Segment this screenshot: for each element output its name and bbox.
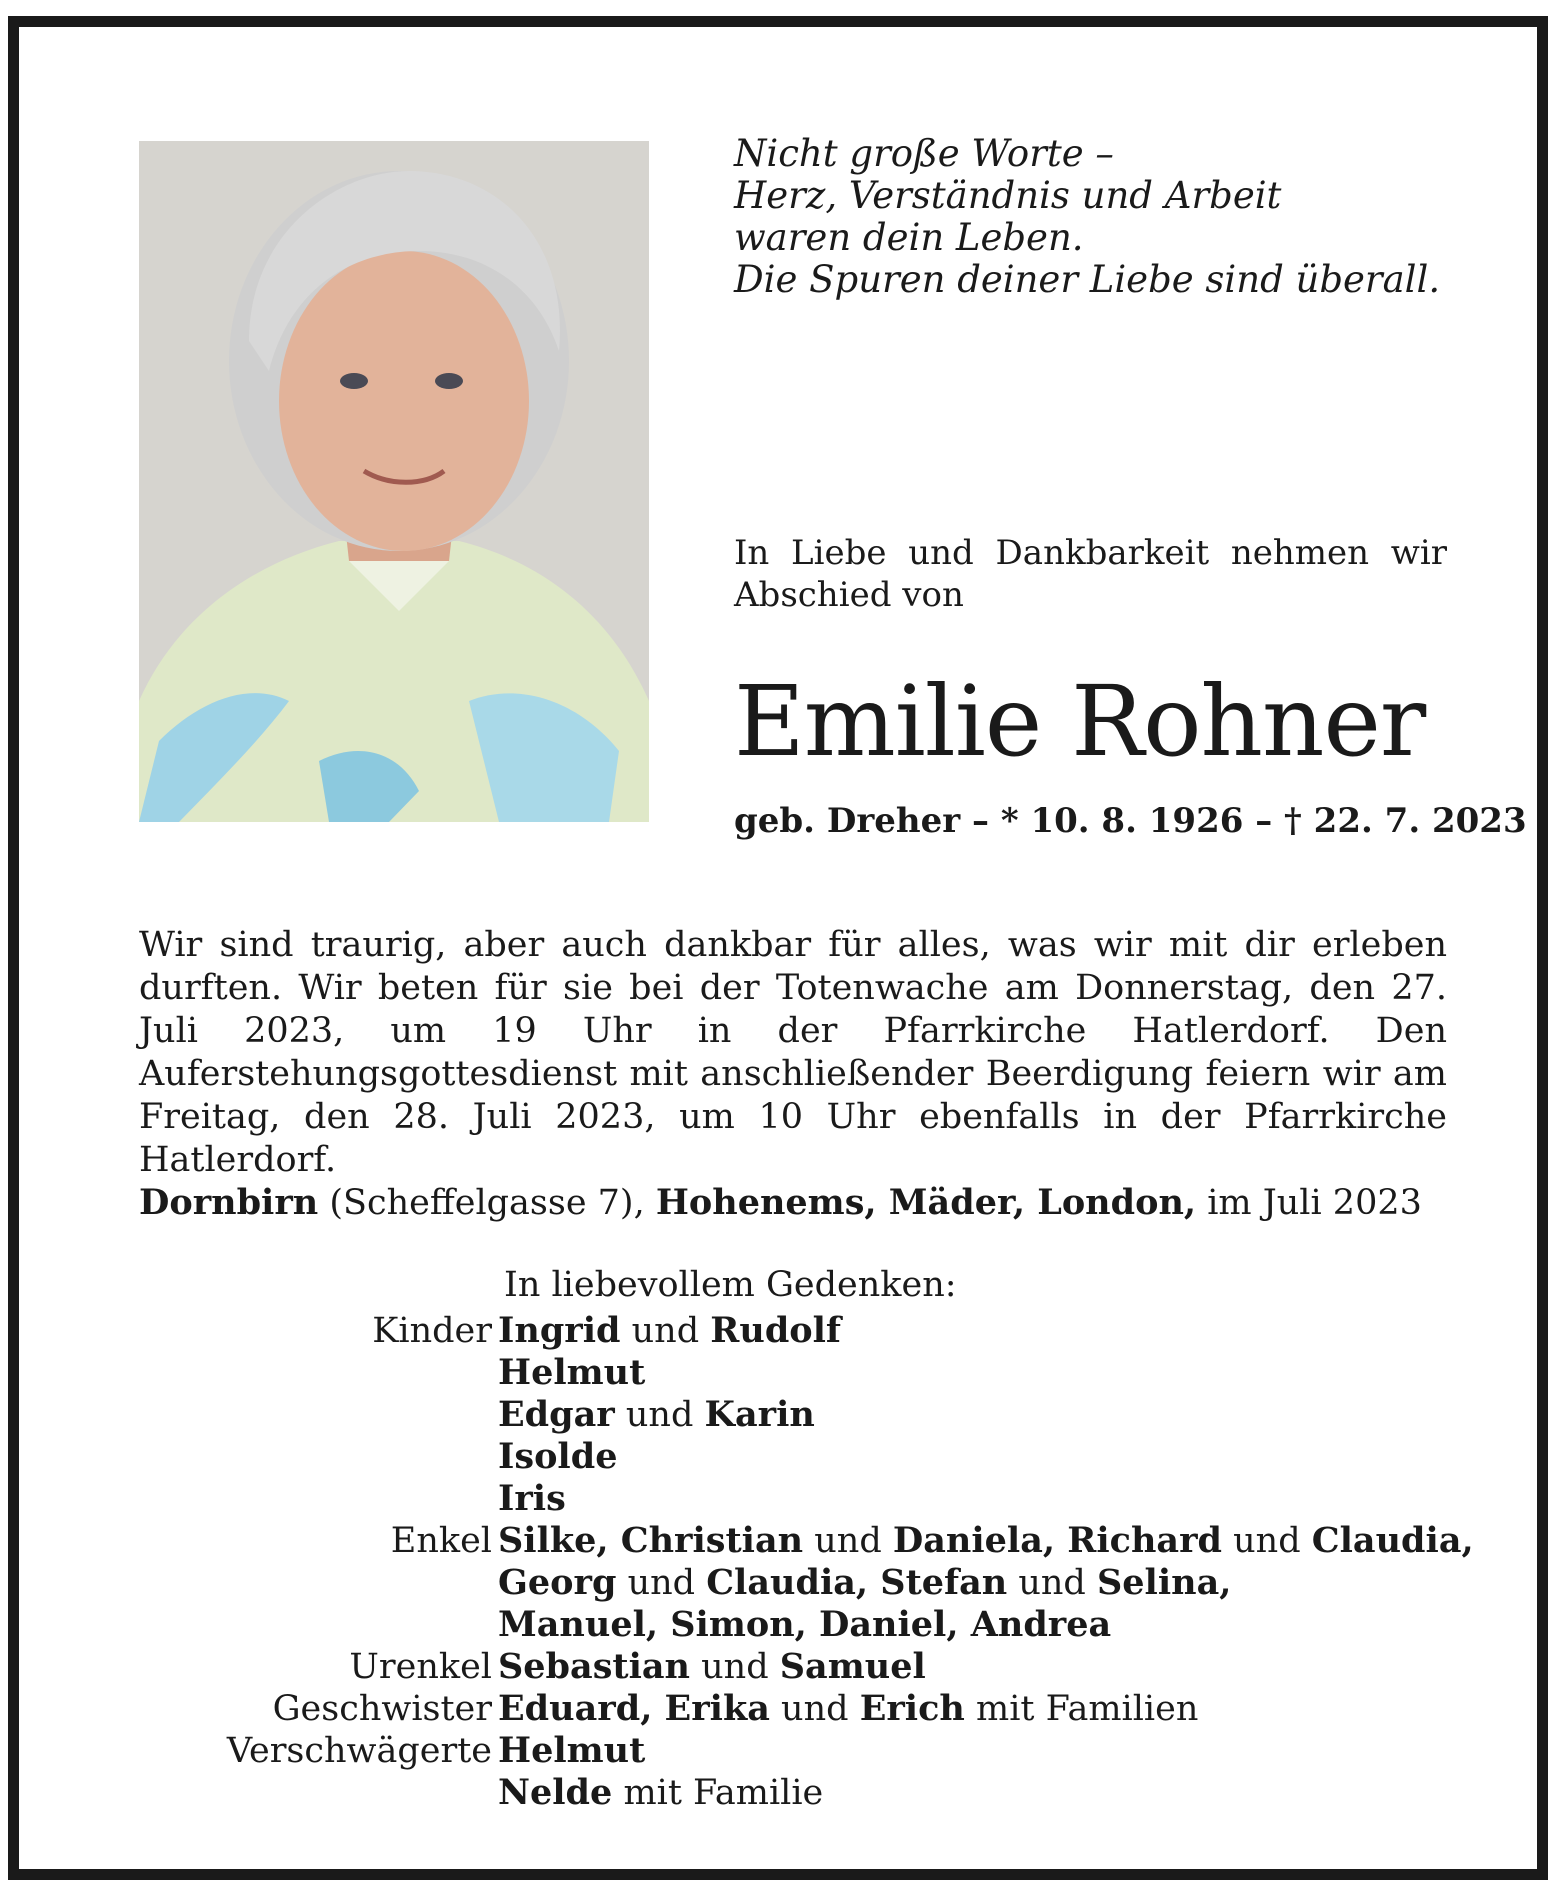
place-date: im Juli 2023 [1196,1183,1422,1223]
family-name: Edgar [498,1394,615,1435]
family-names [498,1562,1231,1604]
family-list [139,1310,1474,1814]
family-names [498,1436,617,1478]
family-name: Claudia, Stefan [706,1562,1008,1603]
family-names [498,1604,1111,1646]
family-row [139,1478,1459,1520]
connector: und [1233,1521,1301,1561]
family-row [139,1562,1459,1604]
body-text: Wir sind traurig, aber auch dankbar für alles, was wir mit dir erleben durften. Wir beten für sie bei der Totenwache am Donnerstag, den 27. Juli 2023, um 19 Uhr in der Pfarrkirche Hatlerdorf. Den Auferstehungsgottesdienst mit anschließender Beerdigung feiern wir am Freitag, den 28. Juli 2023, um 10 Uhr ebenfalls in der Pfarrkirche Hatlerdorf. [139,925,1447,1180]
family-name: Karin [704,1394,815,1435]
family-name: Claudia, [1311,1520,1474,1561]
intro-text: In Liebe und Dankbarkeit nehmen wir Abschied von [734,533,1447,615]
poem-line: waren dein Leben. [734,216,1084,259]
family-name: Erich [859,1688,965,1729]
family-name: Manuel, Simon, Daniel, Andrea [498,1604,1112,1645]
obituary-card [8,16,1548,1880]
family-row [139,1772,1459,1814]
connector: und [631,1311,700,1351]
relation-label: Geschwister [272,1689,492,1729]
family-row [139,1604,1459,1646]
family-name: Georg [498,1562,617,1603]
family-row [139,1394,1459,1436]
deceased-name: Emilie Rohner [734,665,1426,778]
place-other-towns: Hohenems, Mäder, London, [655,1182,1197,1223]
connector: und [781,1689,849,1729]
place-dornbirn: Dornbirn [139,1182,319,1223]
poem [734,133,1454,301]
family-names [498,1730,645,1772]
family-name: Helmut [498,1352,646,1393]
family-name: Selina, [1096,1562,1232,1603]
poem-line: Herz, Verständnis und Arbeit [734,174,1282,217]
portrait-photo [139,141,649,822]
relation-label: Urenkel [349,1647,492,1687]
connector: und [1018,1563,1086,1603]
family-row [139,1646,1459,1688]
connector: und [627,1563,696,1603]
memorial-heading: In liebevollem Gedenken: [504,1265,957,1305]
connector: und [625,1395,694,1435]
poem-line: Nicht große Worte – [734,132,1114,175]
poem-line: Die Spuren deiner Liebe sind überall. [734,258,1441,301]
family-row [139,1310,1459,1352]
family-name: Isolde [498,1436,618,1477]
family-row [139,1352,1459,1394]
family-names [498,1646,926,1688]
family-names [498,1688,1198,1730]
connector: und [701,1647,769,1687]
relation-label: Kinder [372,1311,492,1351]
family-name: Silke, Christian [498,1520,804,1561]
family-names [498,1394,815,1436]
family-name: Ingrid [498,1310,621,1351]
family-name: Helmut [498,1730,646,1771]
family-name: Nelde [498,1772,613,1813]
family-name: Sebastian [498,1646,690,1687]
portrait-image [139,141,649,822]
family-names [498,1310,841,1352]
places-line [139,1181,1459,1225]
family-names [498,1478,566,1520]
birth-death-line: geb. Dreher – * 10. 8. 1926 – † 22. 7. 2023 [734,801,1527,841]
family-row [139,1436,1459,1478]
family-name: Eduard, Erika [498,1688,770,1729]
family-names [498,1772,823,1814]
connector: mit Familien [976,1689,1199,1729]
connector: und [814,1521,882,1561]
family-names [498,1520,1474,1562]
family-row [139,1520,1474,1562]
connector: mit Familie [623,1773,824,1813]
family-name: Daniela, Richard [892,1520,1222,1561]
family-name: Samuel [779,1646,926,1687]
family-name: Iris [498,1478,566,1519]
family-row [139,1688,1459,1730]
family-name: Rudolf [710,1310,841,1351]
family-names [498,1352,645,1394]
relation-label: Enkel [390,1521,492,1561]
place-address: (Scheffelgasse 7), [318,1183,656,1223]
family-row [139,1730,1459,1772]
relation-label: Verschwägerte [226,1731,492,1771]
